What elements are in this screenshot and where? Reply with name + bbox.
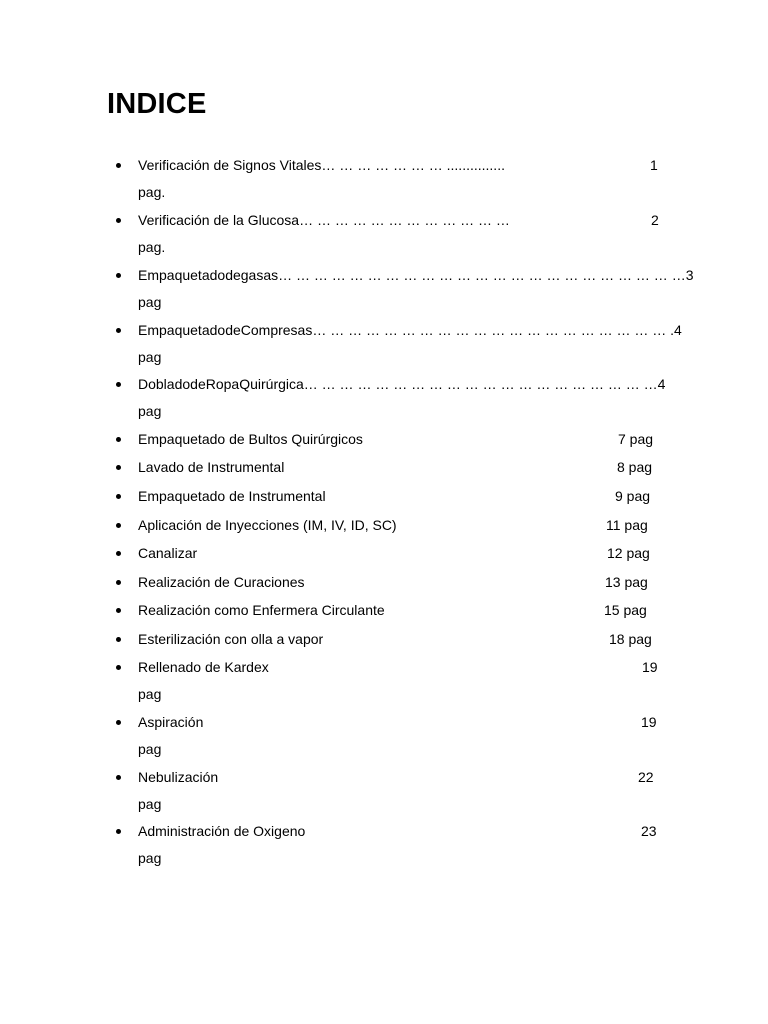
toc-entry-title [138,488,326,504]
toc-entry-word: Realización de Curaciones [138,574,305,590]
toc-entry-title [138,376,666,392]
bullet-icon [116,163,121,168]
toc-page-number: 11 pag [606,517,648,533]
toc-entry-title [138,574,305,590]
bullet-icon [116,523,121,528]
toc-page-number: 18 pag [609,631,652,647]
toc-entry-title [138,823,305,839]
toc-entry-word: Empaquetado [138,267,226,283]
toc-entry-title [138,659,269,675]
toc-page-number: 2 [651,212,659,228]
toc-entry-word: Compresas… … … … … … … … … … … … … … … … … … … … .4 [240,322,682,338]
toc-page-number: 19 [641,714,657,730]
toc-entry-word: Aspiración [138,714,204,730]
toc-entry-word: Aplicación de Inyecciones (IM, IV, ID, SC) [138,517,397,533]
page-title: INDICE [107,88,207,120]
toc-entry-word: Doblado [138,376,191,392]
toc-page-number: 1 [650,157,658,173]
toc-page-number: 9 pag [615,488,651,504]
toc-page-number: 22 [638,769,654,785]
bullet-icon [116,218,121,223]
toc-entry-word: Empaquetado de Instrumental [138,488,326,504]
toc-entry-word: Verificación de la Glucosa… … … … … … … … … … … … [138,212,510,228]
toc-page-number: 13 pag [605,574,648,590]
toc-entry-word: de [225,322,241,338]
toc-entry-title [138,602,385,618]
bullet-icon [116,775,121,780]
bullet-icon [116,465,121,470]
toc-entry-word: Empaquetado [138,322,226,338]
toc-entry-word: Nebulización [138,769,219,785]
bullet-icon [116,637,121,642]
bullet-icon [116,328,121,333]
toc-entry-continuation: pag [138,796,162,812]
toc-entry-word: de [190,376,206,392]
bullet-icon [116,494,121,499]
toc-entry-title [138,459,284,475]
toc-entry-continuation: pag [138,686,162,702]
bullet-icon [116,551,121,556]
toc-entry-title [138,769,218,785]
toc-entry-continuation: pag [138,294,162,310]
toc-entry-word: de [225,267,241,283]
toc-page-number: 12 pag [607,545,650,561]
toc-entry-continuation: pag. [138,184,166,200]
toc-entry-title [138,267,694,283]
toc-entry-word: Lavado de Instrumental [138,459,285,475]
toc-entry-continuation: pag [138,741,162,757]
bullet-icon [116,829,121,834]
toc-entry-continuation: pag [138,850,162,866]
bullet-icon [116,273,121,278]
toc-page-number: 19 [642,659,658,675]
bullet-icon [116,580,121,585]
bullet-icon [116,382,121,387]
bullet-icon [116,720,121,725]
toc-entry-title [138,157,505,173]
toc-entry-continuation: pag [138,349,162,365]
toc-page-number: 7 pag [618,431,654,447]
toc-entry-title [138,631,323,647]
toc-entry-continuation: pag [138,403,162,419]
toc-entry-title [138,212,510,228]
toc-page-number: 23 [641,823,657,839]
bullet-icon [116,437,121,442]
toc-entry-word: Canalizar [138,545,198,561]
toc-entry-title [138,431,363,447]
toc-entry-word: Administración de Oxigeno [138,823,306,839]
toc-entry-title [138,517,397,533]
toc-entry-word: Realización como Enfermera Circulante [138,602,385,618]
toc-page-number: 8 pag [617,459,653,475]
toc-entry-word: Esterilización con olla a vapor [138,631,324,647]
toc-entry-word: Quirúrgica… … … … … … … … … … … … … … … … … … … …4 [239,376,666,392]
toc-entry-word: Rellenado de Kardex [138,659,269,675]
bullet-icon [116,665,121,670]
toc-entry-title [138,545,197,561]
toc-entry-title [138,714,203,730]
toc-entry-continuation: pag. [138,239,166,255]
bullet-icon [116,608,121,613]
toc-entry-word: gasas… … … … … … … … … … … … … … … … … … … … … … …3 [240,267,694,283]
toc-entry-title [138,322,682,338]
toc-entry-word: Verificación de Signos Vitales… … … … … … … ............... [138,157,505,173]
toc-entry-word: Empaquetado de Bultos Quirúrgicos [138,431,363,447]
toc-page-number: 15 pag [604,602,647,618]
toc-entry-word: Ropa [205,376,240,392]
